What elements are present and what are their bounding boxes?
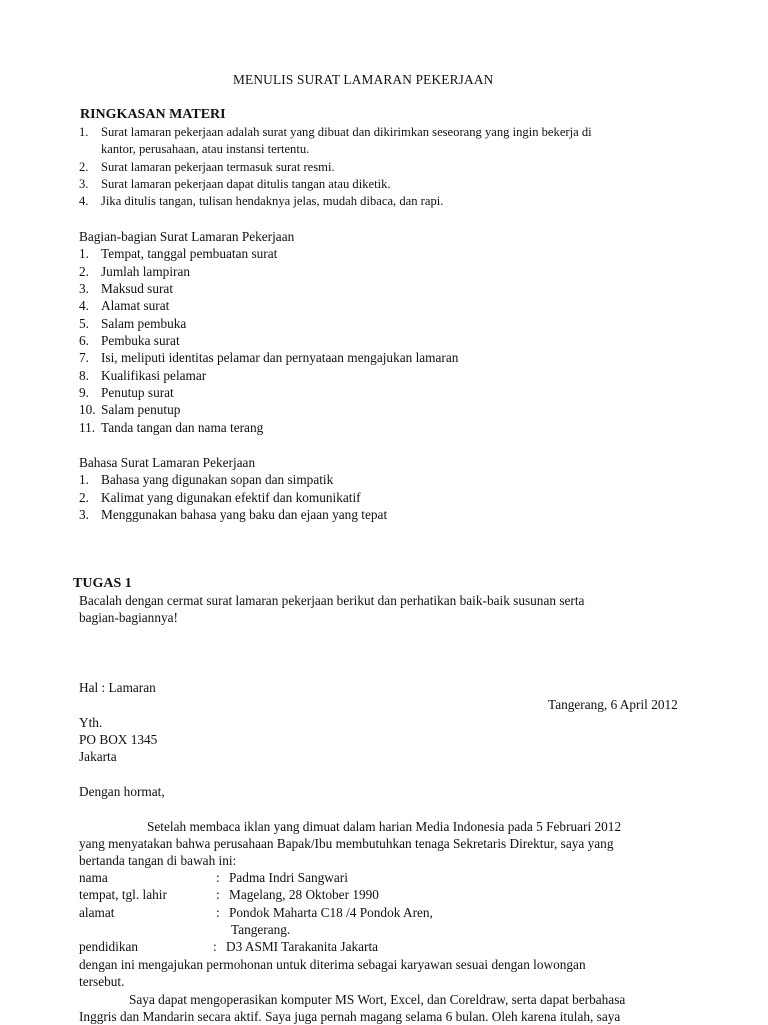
letter-paragraph-line: Setelah membaca iklan yang dimuat dalam harian Media Indonesia pada 5 Februari 2012 — [147, 819, 622, 834]
letter-paragraph-line: yang menyatakan bahwa perusahaan Bapak/Ibu membutuhkan tenaga Sekretaris Direktur, saya yang — [79, 836, 614, 851]
field-label: pendidikan — [79, 939, 139, 954]
list-item-number: 1. — [79, 472, 89, 487]
list-item: Kalimat yang digunakan efektif dan komunikatif — [101, 490, 361, 505]
list-item: Menggunakan bahasa yang baku dan ejaan yang tepat — [101, 507, 388, 522]
list-item: Alamat surat — [101, 298, 170, 313]
list-item: Penutup surat — [101, 385, 174, 400]
field-value: Tangerang. — [231, 922, 291, 937]
tugas-instruction-line: bagian-bagiannya! — [79, 610, 178, 625]
list-item-number: 1. — [79, 125, 89, 139]
list-item-number: 2. — [79, 160, 89, 174]
letter-paragraph-line: tersebut. — [79, 974, 125, 989]
field-value: Pondok Maharta C18 /4 Pondok Aren, — [229, 905, 433, 920]
field-label: tempat, tgl. lahir — [79, 887, 167, 902]
list-item-number: 5. — [79, 316, 89, 331]
list-item: Tanda tangan dan nama terang — [101, 420, 264, 435]
list-item-number: 11. — [79, 420, 96, 435]
field-colon: : — [216, 870, 220, 885]
list-item-number: 10. — [79, 402, 96, 417]
list-item-number: 4. — [79, 194, 89, 208]
list-item: kantor, perusahaan, atau instansi tertentu. — [101, 142, 310, 156]
letter-greeting: Dengan hormat, — [79, 784, 165, 799]
field-colon: : — [213, 939, 217, 954]
letter-address-line: Jakarta — [79, 749, 117, 764]
list-item: Pembuka surat — [101, 333, 180, 348]
list-item-number: 8. — [79, 368, 89, 383]
letter-paragraph-line: Saya dapat mengoperasikan komputer MS Wort, Excel, dan Coreldraw, serta dapat berbahasa — [129, 992, 626, 1007]
field-colon: : — [216, 905, 220, 920]
list-item: Salam pembuka — [101, 316, 187, 331]
list-item-number: 9. — [79, 385, 89, 400]
tugas-instruction-line: Bacalah dengan cermat surat lamaran pekerjaan berikut dan perhatikan baik-baik susunan serta — [79, 593, 585, 608]
list-item: Surat lamaran pekerjaan termasuk surat resmi. — [101, 160, 335, 174]
list-item-number: 2. — [79, 264, 89, 279]
field-value: D3 ASMI Tarakanita Jakarta — [226, 939, 379, 954]
field-label: alamat — [79, 905, 115, 920]
list-item: Jika ditulis tangan, tulisan hendaknya jelas, mudah dibaca, dan rapi. — [101, 194, 444, 208]
list-item: Tempat, tanggal pembuatan surat — [101, 246, 278, 261]
ringkasan-heading: RINGKASAN MATERI — [80, 107, 226, 122]
list-item: Surat lamaran pekerjaan adalah surat yang dibuat dan dikirimkan seseorang yang ingin bekerja di — [101, 125, 592, 139]
list-item: Salam penutup — [101, 402, 181, 417]
list-item-number: 7. — [79, 350, 89, 365]
list-item: Kualifikasi pelamar — [101, 368, 207, 383]
letter-paragraph-line: dengan ini mengajukan permohonan untuk diterima sebagai karyawan sesuai dengan lowongan — [79, 957, 586, 972]
letter-subject: Hal : Lamaran — [79, 680, 156, 695]
list-item-number: 3. — [79, 507, 89, 522]
letter-address-line: Yth. — [79, 715, 103, 730]
bahasa-heading: Bahasa Surat Lamaran Pekerjaan — [79, 455, 256, 470]
list-item-number: 3. — [79, 177, 89, 191]
list-item-number: 2. — [79, 490, 89, 505]
letter-address-line: PO BOX 1345 — [79, 732, 158, 747]
list-item-number: 3. — [79, 281, 89, 296]
field-label: nama — [79, 870, 108, 885]
letter-paragraph-line: Inggris dan Mandarin secara aktif. Saya juga pernah magang selama 6 bulan. Oleh karena itulah, saya — [79, 1009, 621, 1024]
list-item: Isi, meliputi identitas pelamar dan pernyataan mengajukan lamaran — [101, 350, 459, 365]
page-title: MENULIS SURAT LAMARAN PEKERJAAN — [233, 72, 494, 87]
list-item: Surat lamaran pekerjaan dapat ditulis tangan atau diketik. — [101, 177, 391, 191]
bagian-heading: Bagian-bagian Surat Lamaran Pekerjaan — [79, 229, 295, 244]
list-item-number: 4. — [79, 298, 89, 313]
field-value: Padma Indri Sangwari — [229, 870, 348, 885]
list-item: Maksud surat — [101, 281, 174, 296]
list-item: Jumlah lampiran — [101, 264, 190, 279]
tugas-heading: TUGAS 1 — [73, 576, 132, 591]
letter-date: Tangerang, 6 April 2012 — [548, 697, 678, 712]
letter-paragraph-line: bertanda tangan di bawah ini: — [79, 853, 237, 868]
field-colon: : — [216, 887, 220, 902]
list-item: Bahasa yang digunakan sopan dan simpatik — [101, 472, 334, 487]
field-value: Magelang, 28 Oktober 1990 — [229, 887, 379, 902]
list-item-number: 6. — [79, 333, 89, 348]
list-item-number: 1. — [79, 246, 89, 261]
